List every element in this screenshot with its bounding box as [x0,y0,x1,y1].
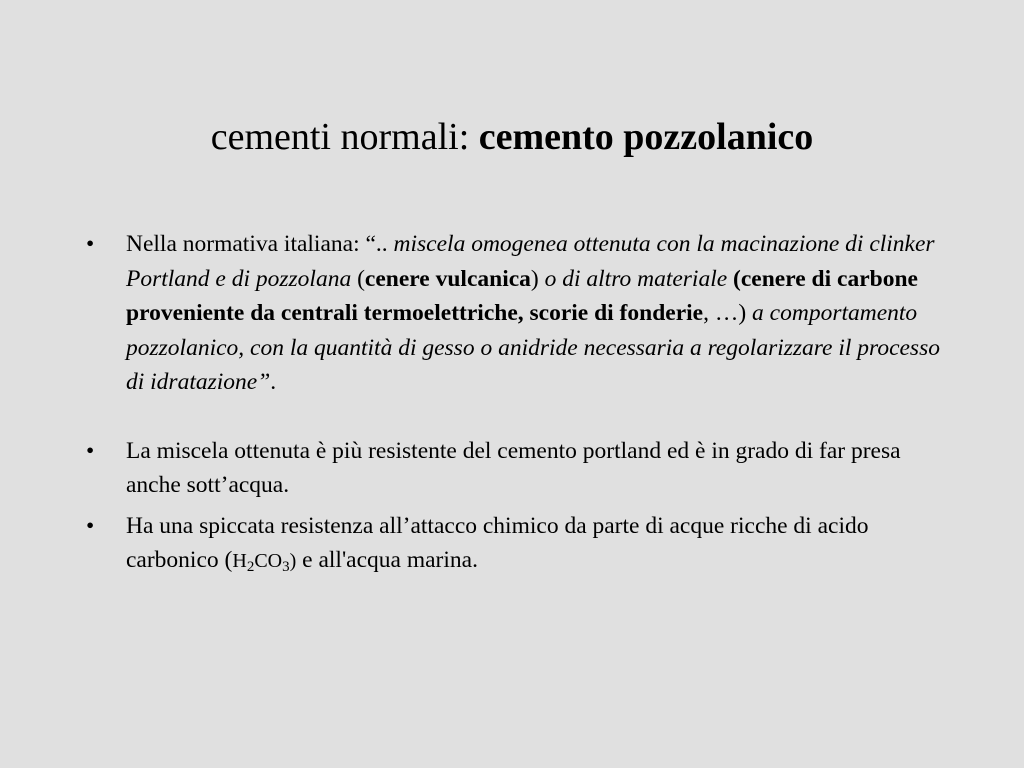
text-segment: Nella normativa italiana: “.. [126,231,394,257]
bold-segment: ( [727,265,741,292]
bullet-marker: • [86,512,95,539]
text-segment: e all'acqua marina. [296,547,478,573]
formula-part: CO [254,550,283,572]
formula-part: ) [289,550,297,572]
slide-content [86,227,946,579]
text-segment: Ha una spiccata resistenza all’attacco chimico da parte di acque ricche di acido carbonico ( [126,512,869,573]
bullet-marker: • [86,437,95,464]
text-segment: , …) [703,300,753,326]
bullet-text [126,231,940,395]
bullet-item [86,509,946,579]
italic-segment: a comportamento pozzolanico, con la quantità di gesso o anidride necessaria a regolarizzare il processo di idratazione” [126,300,940,395]
title-normal: cementi normali [210,116,459,158]
formula-subscript: 3 [282,559,290,575]
formula-part: H [232,550,247,572]
bullet-marker: • [86,231,95,257]
text-segment: ) [530,265,545,292]
bold-segment: cenere di carbone proveniente da centrali termoelettriche, scorie di fonderie [126,265,918,326]
bullet-text [126,513,868,574]
bullet-item [86,434,946,503]
text-segment: . [270,369,277,395]
slide-title [0,112,1024,162]
text-segment: ( [351,265,365,292]
title-bold: cemento pozzolanico [478,116,814,158]
bullet-text: La miscela ottenuta è più resistente del cemento portland ed è in grado di far presa anche sott’acqua. [126,437,901,498]
italic-segment: miscela omogenea ottenuta con la macinazione di clinker Portland e di pozzolana [126,231,935,292]
bullet-item [86,227,946,400]
title-colon: : [458,116,470,158]
italic-segment: o di altro materiale [544,265,728,292]
formula-subscript: 2 [246,559,255,575]
bold-segment: cenere vulcanica [364,265,531,292]
